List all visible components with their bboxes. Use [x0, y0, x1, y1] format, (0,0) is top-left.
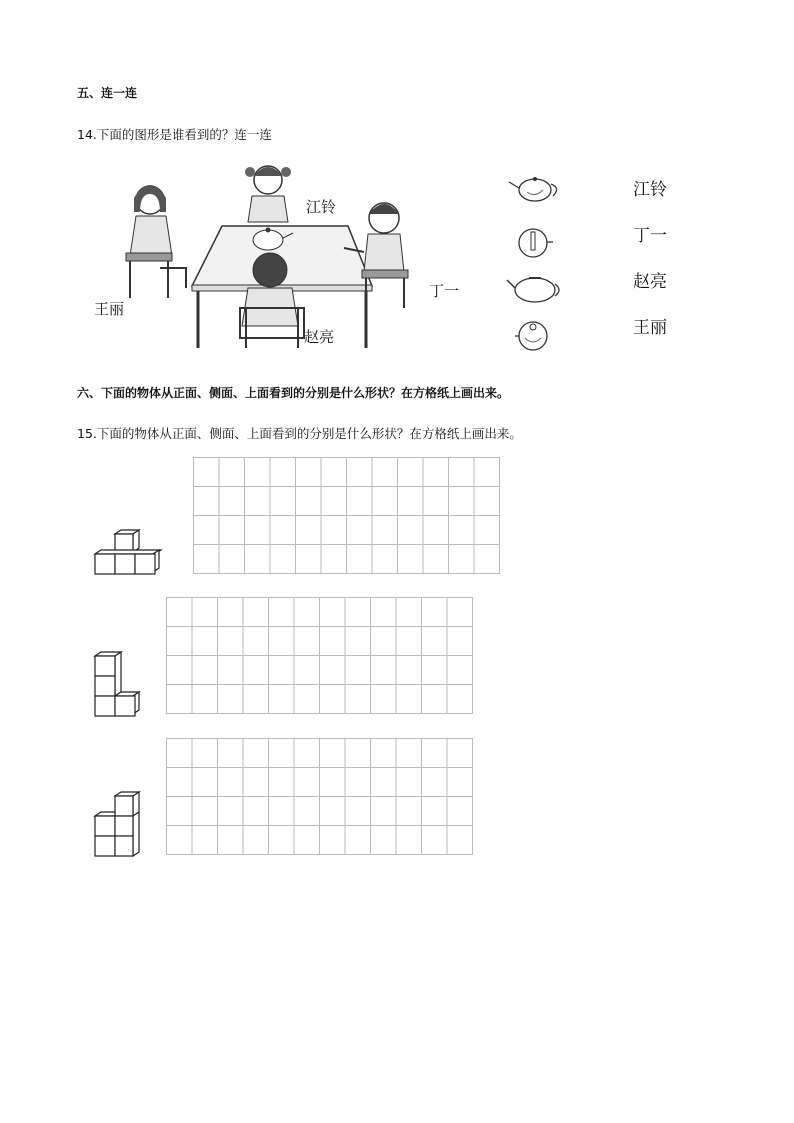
label-zhaoliang: 赵亮: [304, 328, 335, 346]
grid-2[interactable]: [166, 597, 473, 714]
name-option-1[interactable]: 江铃: [633, 180, 667, 200]
cube-figure-2: [93, 650, 143, 720]
name-option-4[interactable]: 王丽: [633, 318, 667, 338]
section-5-heading: 五、连一连: [77, 86, 138, 100]
cube-figure-1: [93, 530, 163, 580]
teapot-views-column: [505, 170, 565, 370]
table-scene-drawing: [90, 158, 480, 350]
grid-1[interactable]: [193, 457, 500, 574]
cube-figure-3: [93, 790, 143, 860]
question-14: 14.下面的图形是谁看到的？连一连: [77, 127, 272, 142]
teapot-top-view-icon: [515, 322, 547, 350]
table-scene-illustration: [90, 158, 480, 350]
grid-3[interactable]: [166, 738, 473, 855]
name-option-3[interactable]: 赵亮: [633, 272, 667, 292]
teapot-top-view-icon: [519, 229, 553, 257]
section-6-heading: 六、下面的物体从正面、侧面、上面看到的分别是什么形状？在方格纸上画出来。: [77, 386, 510, 400]
label-dingyi: 丁一: [429, 282, 460, 300]
teapot-side-view-icon: [507, 278, 559, 302]
label-wangli: 王丽: [94, 300, 125, 318]
label-jiangling: 江铃: [306, 198, 337, 216]
question-15: 15.下面的物体从正面、侧面、上面看到的分别是什么形状？在方格纸上画出来。: [77, 426, 522, 441]
teapot-view-icon: [509, 177, 557, 201]
name-option-2[interactable]: 丁一: [633, 226, 667, 246]
